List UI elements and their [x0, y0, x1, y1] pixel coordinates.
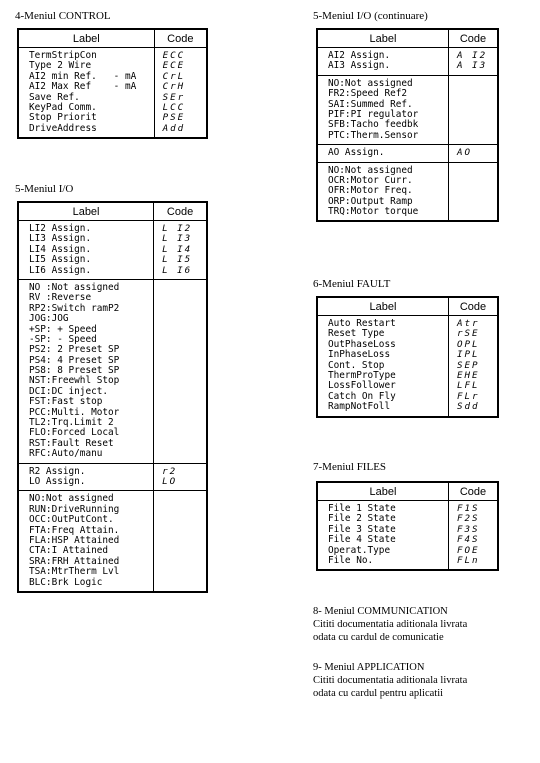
code-value: LFL [456, 380, 480, 392]
fault-menu-table [316, 296, 499, 418]
code-column-header: Code [154, 202, 207, 221]
parameter-label: +SP: + Speed [29, 323, 97, 335]
code-column-header: Code [448, 482, 498, 501]
parameter-label: FST:Fast stop [29, 396, 103, 408]
parameter-label: DriveAddress [29, 122, 97, 134]
code-value: Sdd [456, 401, 480, 413]
label-column-header: Label [317, 29, 448, 48]
parameter-label: RampNotFoll [328, 401, 391, 413]
parameter-label: PIF:PI regulator [328, 108, 419, 120]
code-value: r2 [162, 465, 178, 477]
section-title-io-continued: 5-Meniul I/O (continuare) [313, 10, 428, 22]
code-value: L I2 [162, 223, 193, 234]
parameter-label: FTA:Freq Attain. [29, 524, 120, 536]
files-menu-table [316, 481, 499, 571]
parameter-label: Cont. Stop [328, 359, 385, 371]
code-cell [448, 145, 498, 162]
label-cell [18, 221, 154, 280]
code-value: L I6 [162, 264, 193, 276]
code-value: L I3 [162, 233, 193, 245]
parameter-label: OCC:OutPutCont. [29, 514, 114, 526]
code-cell [154, 221, 207, 280]
io-continued-menu-table [316, 28, 499, 222]
code-value: PSE [162, 112, 186, 124]
parameter-label: AI2 Max Ref - mA [29, 81, 137, 93]
parameter-label: OutPhaseLoss [328, 338, 396, 350]
communication-note-line: Cititi documentatia aditionala livrata [313, 619, 468, 630]
application-note-line: odata cu cardul pentru aplicatii [313, 688, 444, 699]
code-value: OPL [456, 338, 480, 350]
parameter-label: PS2: 2 Preset SP [29, 344, 120, 356]
label-column-header: Label [317, 482, 448, 501]
parameter-label: LI2 Assign. [29, 223, 92, 234]
label-cell [18, 48, 154, 139]
communication-note-title: 8- Meniul COMMUNICATION [313, 606, 448, 617]
control-menu-table [17, 28, 208, 139]
application-note [313, 661, 467, 700]
parameter-label: TL2:Trq.Limit 2 [29, 417, 114, 429]
parameter-label: InPhaseLoss [328, 349, 391, 361]
parameter-label: ORP:Output Ramp [328, 195, 413, 207]
parameter-label: DCI:DC inject. [29, 385, 109, 397]
code-cell [154, 48, 207, 139]
parameter-label: File 3 State [328, 523, 396, 535]
parameter-label: OCR:Motor Curr. [328, 174, 413, 186]
code-value: A I2 [456, 50, 488, 61]
code-value: FLr [456, 390, 480, 402]
code-column-header: Code [448, 29, 498, 48]
parameter-label: SAI:Summed Ref. [328, 98, 413, 110]
parameter-label: NO:Not assigned [328, 164, 413, 176]
parameter-label: SRA:FRH Attained [29, 555, 120, 567]
label-cell [317, 501, 448, 571]
label-cell [18, 279, 154, 463]
code-value: F1S [456, 503, 480, 514]
communication-note [313, 605, 467, 644]
code-value: L I5 [162, 254, 193, 266]
code-value: A I3 [456, 60, 488, 72]
parameter-label: NO:Not assigned [29, 493, 114, 505]
code-value: F3S [456, 523, 480, 535]
code-value: LO [162, 475, 178, 487]
parameter-label: Stop Priorit [29, 112, 97, 124]
parameter-label: RST:Fault Reset [29, 437, 114, 449]
parameter-label: SFB:Tacho feedbk [328, 119, 419, 131]
communication-note-line: odata cu cardul de comunicatie [313, 632, 444, 643]
label-cell [317, 75, 448, 144]
label-cell [317, 48, 448, 76]
parameter-label: AO Assign. [328, 147, 385, 159]
label-cell [317, 316, 448, 417]
parameter-label: ThermProType [328, 369, 396, 381]
parameter-label: AI3 Assign. [328, 60, 391, 72]
code-column-header: Code [154, 29, 207, 48]
code-value: ECE [162, 60, 186, 72]
parameter-label: TSA:MtrTherm Lvl [29, 566, 120, 578]
parameter-label: LO Assign. [29, 475, 86, 487]
parameter-label: RUN:DriveRunning [29, 503, 120, 515]
code-cell [154, 463, 207, 491]
code-value: L I4 [162, 243, 193, 255]
code-value: Atr [456, 318, 480, 329]
code-cell [154, 279, 207, 463]
parameter-label: LI3 Assign. [29, 233, 92, 245]
section-title-control: 4-Meniul CONTROL [15, 10, 111, 22]
code-cell [448, 48, 498, 76]
parameter-label: FLO:Forced Local [29, 427, 120, 439]
parameter-label: NST:Freewhl Stop [29, 375, 120, 387]
parameter-label: BLC:Brk Logic [29, 576, 103, 588]
parameter-label: Type 2 Wire [29, 60, 92, 72]
parameter-label: File 1 State [328, 503, 396, 514]
application-note-title: 9- Meniul APPLICATION [313, 662, 425, 673]
parameter-label: -SP: - Speed [29, 333, 97, 345]
parameter-label: CTA:I Attained [29, 545, 109, 557]
parameter-label: AI2 min Ref. - mA [29, 70, 137, 82]
code-value: SEr [162, 91, 186, 103]
code-value: ECC [162, 50, 186, 61]
code-value: rSE [456, 328, 480, 340]
code-cell [154, 491, 207, 592]
label-cell [18, 463, 154, 491]
label-cell [317, 145, 448, 162]
parameter-label: RFC:Auto/manu [29, 448, 103, 460]
code-value: AO [456, 147, 473, 159]
parameter-label: R2 Assign. [29, 465, 86, 477]
code-value: LCC [162, 101, 186, 113]
parameter-label: KeyPad Comm. [29, 101, 97, 113]
code-value: SEP [456, 359, 480, 371]
code-value: CrL [162, 70, 186, 82]
parameter-label: LI6 Assign. [29, 264, 92, 276]
parameter-label: RV :Reverse [29, 292, 92, 304]
section-title-io: 5-Meniul I/O [15, 183, 74, 195]
code-value: F2S [456, 513, 480, 525]
code-value: EHE [456, 369, 480, 381]
code-value: CrH [162, 81, 186, 93]
parameter-label: JOG:JOG [29, 313, 69, 325]
code-value: FOE [456, 544, 480, 556]
parameter-label: PS4: 4 Preset SP [29, 354, 120, 366]
section-title-files: 7-Meniul FILES [313, 461, 387, 473]
code-value: FLn [456, 554, 480, 566]
label-cell [317, 162, 448, 221]
section-title-fault: 6-Meniul FAULT [313, 278, 391, 290]
code-cell [448, 316, 498, 417]
parameter-label: Reset Type [328, 328, 385, 340]
parameter-label: TRQ:Motor torque [328, 206, 419, 218]
parameter-label: OFR:Motor Freq. [328, 185, 413, 197]
code-cell [448, 501, 498, 571]
parameter-label: LI4 Assign. [29, 243, 92, 255]
parameter-label: Auto Restart [328, 318, 396, 329]
code-value: IPL [456, 349, 480, 361]
label-cell [18, 491, 154, 592]
parameter-label: Operat.Type [328, 544, 391, 556]
parameter-label: PTC:Therm.Sensor [328, 129, 419, 141]
parameter-label: AI2 Assign. [328, 50, 391, 61]
parameter-label: NO :Not assigned [29, 281, 120, 293]
code-value: Add [162, 122, 186, 134]
code-cell [448, 162, 498, 221]
label-column-header: Label [317, 297, 448, 316]
code-cell [448, 75, 498, 144]
application-note-line: Cititi documentatia aditionala livrata [313, 675, 468, 686]
parameter-label: PS8: 8 Preset SP [29, 365, 120, 377]
parameter-label: Save Ref. [29, 91, 80, 103]
parameter-label: PCC:Multi. Motor [29, 406, 120, 418]
parameter-label: FR2:Speed Ref2 [328, 88, 408, 100]
label-column-header: Label [18, 29, 154, 48]
parameter-label: LI5 Assign. [29, 254, 92, 266]
io-menu-table [17, 201, 208, 593]
parameter-label: File No. [328, 554, 374, 566]
parameter-label: TermStripCon [29, 50, 97, 61]
label-column-header: Label [18, 202, 154, 221]
parameter-label: LossFollower [328, 380, 396, 392]
code-value: F4S [456, 534, 480, 546]
parameter-label: File 2 State [328, 513, 396, 525]
code-column-header: Code [448, 297, 498, 316]
parameter-label: FLA:HSP Attained [29, 534, 120, 546]
parameter-label: RP2:Switch ramP2 [29, 302, 120, 314]
parameter-label: Catch On Fly [328, 390, 396, 402]
parameter-label: File 4 State [328, 534, 396, 546]
parameter-label: NO:Not assigned [328, 77, 413, 89]
